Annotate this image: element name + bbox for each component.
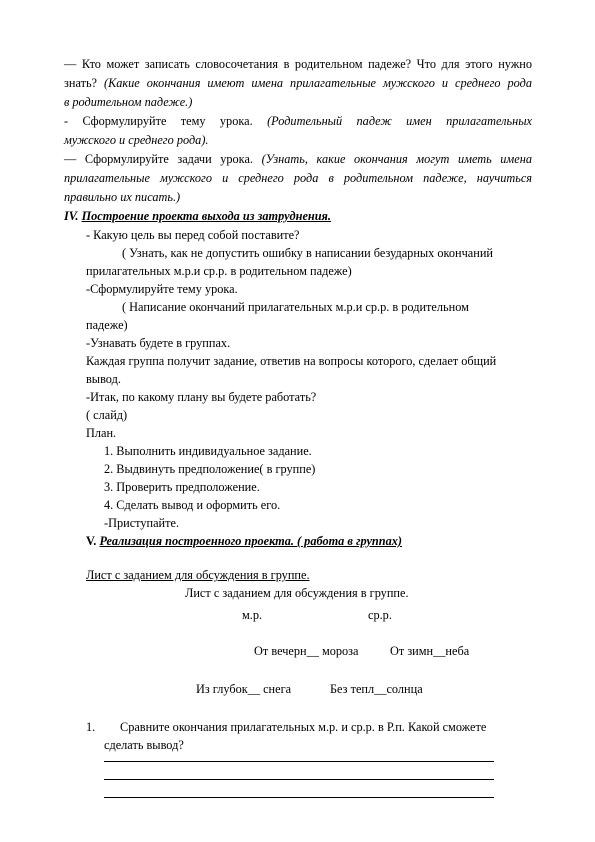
section-5-number: V. <box>86 534 100 548</box>
worksheet-heading: Лист с заданием для обсуждения в группе. <box>185 586 409 600</box>
p2-question: - Сформулируйте тему урока. <box>64 114 268 128</box>
p1-line2 <box>64 76 532 90</box>
worksheet-heading-underlined: Лист с заданием для обсуждения в группе. <box>86 568 310 582</box>
plan-item: 4. Сделать вывод и оформить его. <box>104 498 281 512</box>
answer-line <box>104 797 494 798</box>
plan-question: -Итак, по какому плану вы будете работать? <box>86 390 317 404</box>
answer-line <box>104 761 494 762</box>
p3-answer: (Узнать, какие окончания могут иметь имена <box>261 152 532 166</box>
goal-answer-line1: ( Узнать, как не допустить ошибку в написании безударных окончаний <box>122 246 494 260</box>
phrase-masculine-1: От вечерн__ мороза <box>254 644 359 658</box>
topic-answer-line1: ( Написание окончаний прилагательных м.р.и ср.р. в родительном <box>122 300 469 314</box>
task-line2: вывод. <box>86 372 121 386</box>
p2-line2: мужского и среднего рода). <box>64 133 209 147</box>
topic-answer-line2: падеже) <box>86 318 128 332</box>
section-5-heading <box>86 534 402 548</box>
goal-question: - Какую цель вы перед собой поставите? <box>86 228 300 242</box>
slide-note: ( слайд) <box>86 408 128 422</box>
p2-line1 <box>64 114 532 128</box>
p2-answer: (Родительный падеж имен прилагательных <box>267 114 533 128</box>
p3-line2: прилагательные мужского и среднего рода в родительном падеже, научиться <box>64 171 532 185</box>
phrase-neuter-2: Без тепл__солнца <box>330 682 423 696</box>
p1-line1 <box>64 57 532 71</box>
p3-question: — Сформулируйте задачи урока. <box>64 152 262 166</box>
p3-line3: правильно их писать.) <box>64 190 181 204</box>
section-4-number: IV. <box>64 209 82 223</box>
p1-answer: (Какие окончания имеют имена прилагательные мужского и среднего рода <box>104 76 532 90</box>
phrase-masculine-2: Из глубок__ снега <box>196 682 292 696</box>
p3-line1 <box>64 152 532 166</box>
topic-question: -Сформулируйте тему урока. <box>86 282 238 296</box>
column-masculine: м.р. <box>242 608 263 622</box>
groups-line: -Узнавать будете в группах. <box>86 336 231 350</box>
start-line: -Приступайте. <box>104 516 180 530</box>
p1-text: — Кто может записать словосочетания в родительном падеже? Что для этого нужно <box>64 57 532 71</box>
section-5-title: Реализация построенного проекта. ( работа в группах) <box>99 534 402 548</box>
goal-answer-line2: прилагательных м.р.и ср.р. в родительном падеже) <box>86 264 352 278</box>
question-line2: сделать вывод? <box>104 738 184 752</box>
plan-item: 2. Выдвинуть предположение( в группе) <box>104 462 316 476</box>
plan-heading: План. <box>86 426 117 440</box>
answer-line <box>104 779 494 780</box>
plan-item: 1. Выполнить индивидуальное задание. <box>104 444 312 458</box>
p1-question: знать? <box>64 76 104 90</box>
plan-item: 3. Проверить предположение. <box>104 480 260 494</box>
section-4-title: Построение проекта выхода из затруднения. <box>81 209 331 223</box>
phrase-neuter-1: От зимн__неба <box>390 644 470 658</box>
task-line1: Каждая группа получит задание, ответив на вопросы которого, сделает общий <box>86 354 497 368</box>
question-line1: Сравните окончания прилагательных м.р. и ср.р. в Р.п. Какой сможете <box>120 720 487 734</box>
section-4-heading <box>64 209 331 223</box>
question-number: 1. <box>86 720 96 734</box>
column-neuter: ср.р. <box>368 608 392 622</box>
p1-line3: в родительном падеже.) <box>64 95 193 109</box>
